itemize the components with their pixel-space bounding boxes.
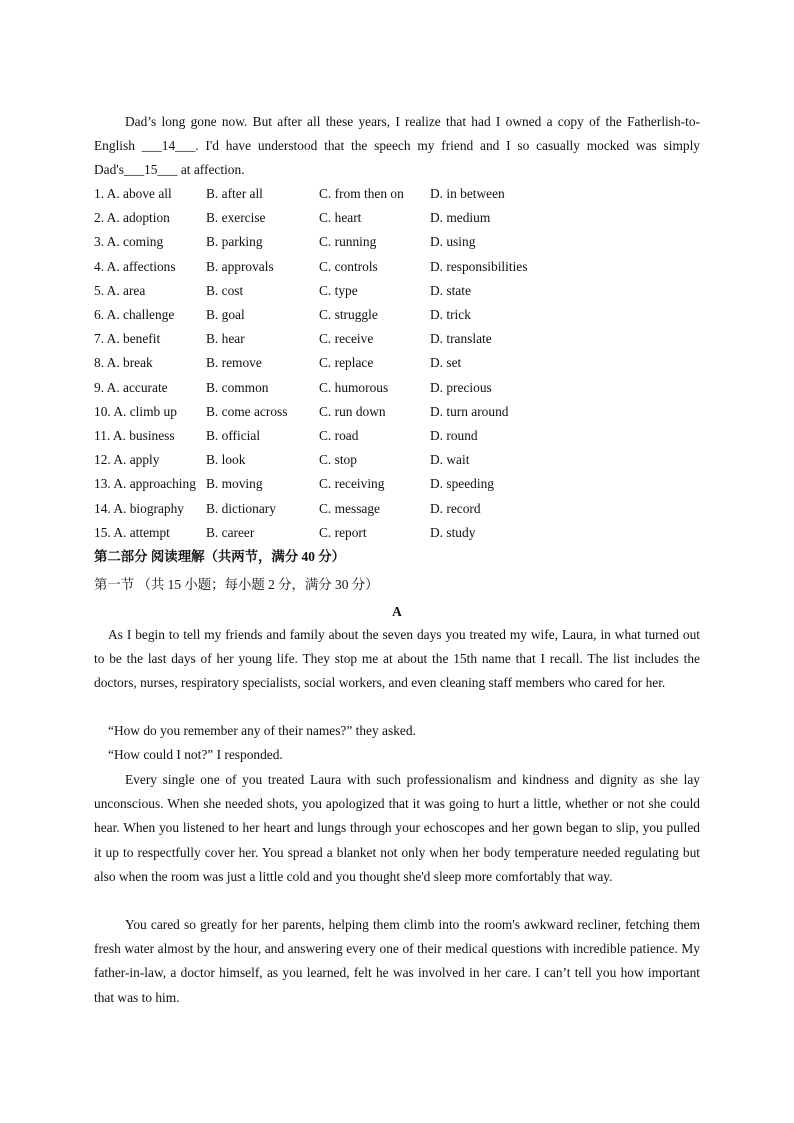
option-a: 6. A. challenge: [94, 307, 175, 322]
option-b: B. remove: [206, 355, 262, 371]
passage-paragraph-3: You cared so greatly for her parents, helping them climb into the room's awkward recliner, fetching them fresh water almost by the hour, and answering every one of their medical questions with incredible patience. My father-in-law, a doctor himself, as you learned, felt he was involved in her care. I can’t tell you how important that was to him.: [94, 917, 700, 1005]
option-c: C. receive: [319, 331, 374, 347]
option-row: [94, 376, 700, 400]
option-b: B. career: [206, 524, 255, 540]
passage-quote-2: “How could I not?” I responded.: [108, 747, 283, 762]
option-c: C. report: [319, 524, 367, 540]
passage-title: A: [392, 604, 402, 619]
passage-paragraph-1: As I begin to tell my friends and family about the seven days you treated my wife, Laura, in what turned out to be the last days of her young life. They stop me at about the 15th name that I recall. The list includes the doctors, nurses, respiratory specialists, social workers, and even cleaning staff members who cared for her.: [94, 627, 700, 691]
option-d: D. state: [430, 282, 471, 298]
option-b: B. after all: [206, 186, 263, 201]
option-b: B. approvals: [206, 258, 274, 274]
option-b: B. look: [206, 452, 246, 468]
option-b: B. dictionary: [206, 500, 276, 516]
option-row: [94, 255, 700, 279]
part-heading: 第二部分 阅读理解（共两节，满分 40 分）: [94, 549, 346, 564]
option-c: C. from then on: [319, 186, 404, 201]
passage-paragraph-2: Every single one of you treated Laura with such professionalism and kindness and dignity as she lay unconscious. When she needed shots, you apologized that it was going to hurt a little, whether or not she could hear. When you listened to her heart and lungs through your echoscopes and her gown began to slip, you pulled it up to respectfully cover her. You spread a blanket not only when her body temperature needed regulating but also when the room was just a little cold and you thought she'd sleep more comfortably that way.: [94, 772, 700, 884]
option-a: 3. A. coming: [94, 234, 164, 250]
option-a: 15. A. attempt: [94, 524, 170, 540]
option-a: 7. A. benefit: [94, 331, 161, 347]
option-d: D. responsibilities: [430, 258, 528, 274]
option-d: D. record: [430, 500, 481, 516]
option-b: B. official: [206, 428, 261, 443]
option-row: [94, 351, 700, 375]
option-row: [94, 521, 700, 545]
option-b: B. parking: [206, 234, 263, 250]
option-row: [94, 472, 700, 496]
option-d: D. wait: [430, 452, 470, 468]
option-row: [94, 206, 700, 230]
option-b: B. hear: [206, 331, 245, 347]
option-a: 8. A. break: [94, 355, 153, 371]
option-b: B. common: [206, 379, 269, 395]
option-c: C. stop: [319, 452, 357, 468]
option-d: D. in between: [430, 186, 505, 201]
option-c: C. receiving: [319, 476, 385, 492]
option-row: [94, 327, 700, 351]
option-b: B. moving: [206, 476, 263, 492]
option-row: [94, 303, 700, 327]
option-c: C. replace: [319, 355, 374, 371]
option-d: D. speeding: [430, 476, 494, 492]
option-d: D. set: [430, 355, 462, 371]
option-a: 2. A. adoption: [94, 210, 170, 226]
option-c: C. struggle: [319, 307, 378, 322]
option-a: 12. A. apply: [94, 452, 160, 468]
option-a: 1. A. above all: [94, 186, 172, 201]
option-c: C. type: [319, 282, 358, 298]
option-a: 9. A. accurate: [94, 379, 168, 395]
option-c: C. heart: [319, 210, 362, 226]
option-c: C. running: [319, 234, 377, 250]
option-c: C. controls: [319, 258, 378, 274]
option-d: D. trick: [430, 307, 471, 322]
option-row: [94, 230, 700, 254]
option-b: B. come across: [206, 403, 288, 419]
option-row: [94, 424, 700, 448]
option-row: [94, 497, 700, 521]
option-d: D. translate: [430, 331, 492, 347]
option-d: D. medium: [430, 210, 491, 226]
option-d: D. round: [430, 428, 478, 443]
option-d: D. turn around: [430, 403, 509, 419]
option-a: 5. A. area: [94, 282, 146, 298]
option-b: B. cost: [206, 282, 244, 298]
option-c: C. road: [319, 428, 359, 443]
option-c: C. run down: [319, 403, 386, 419]
option-d: D. precious: [430, 379, 492, 395]
option-a: 4. A. affections: [94, 258, 176, 274]
section-heading: 第一节 （共 15 小题；每小题 2 分，满分 30 分）: [94, 577, 379, 592]
option-row: [94, 448, 700, 472]
option-b: B. exercise: [206, 210, 266, 226]
option-d: D. using: [430, 234, 476, 250]
option-d: D. study: [430, 524, 476, 540]
option-a: 11. A. business: [94, 428, 175, 443]
option-a: 13. A. approaching: [94, 476, 196, 492]
option-row: [94, 279, 700, 303]
option-a: 14. A. biography: [94, 500, 185, 516]
passage-quote-1: “How do you remember any of their names?” they asked.: [108, 723, 416, 738]
option-c: C. message: [319, 500, 380, 516]
option-c: C. humorous: [319, 379, 389, 395]
intro-paragraph: Dad’s long gone now. But after all these years, I realize that had I owned a copy of the Fatherlish-to-English ___14___. I'd have understood that the speech my friend and I so casually mocked was simply Dad's___15___ at affection.: [94, 114, 700, 178]
option-row: [94, 182, 700, 206]
option-b: B. goal: [206, 307, 245, 322]
option-a: 10. A. climb up: [94, 403, 177, 419]
option-row: [94, 400, 700, 424]
